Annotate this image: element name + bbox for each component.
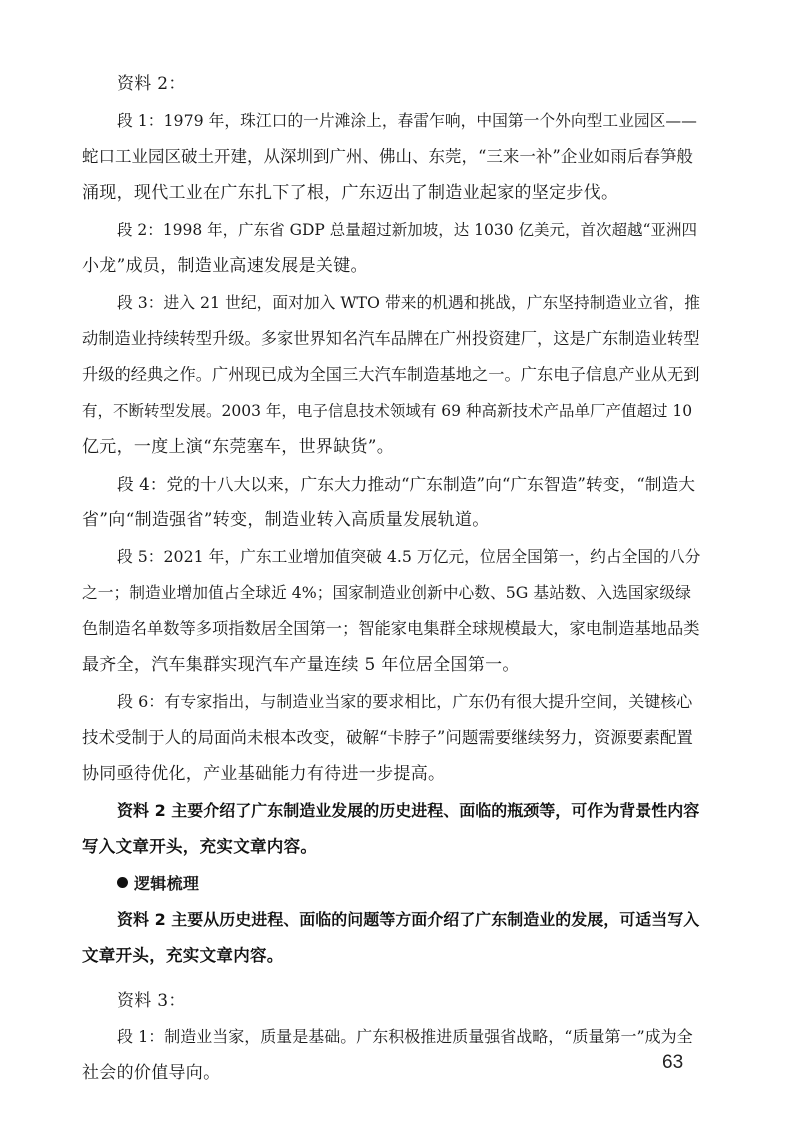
material-2-para-2-line-1: 段 2：1998 年，广东省 GDP 总量超过新加坡，达 1030 亿美元，首次超越“亚洲四	[117, 221, 697, 239]
material-2-para-1-line-1: 段 1：1979 年，珠江口的一片滩涂上，春雷乍响，中国第一个外向型工业园区——	[117, 111, 697, 130]
bullet-icon	[117, 877, 128, 888]
material-3-para-1-line-2: 社会的价值导向。	[82, 1063, 221, 1083]
page-number: 63	[662, 1052, 684, 1073]
material-2-para-6-line-3: 协同亟待优化，产业基础能力有待进一步提高。	[82, 764, 446, 784]
material-2-para-6-line-1: 段 6：有专家指出，与制造业当家的要求相比，广东仍有很大提升空间，关键核心	[117, 692, 693, 711]
material-2-summary-line-1: 资料 2 主要介绍了广东制造业发展的历史进程、面临的瓶颈等，可作为背景性内容	[117, 801, 700, 820]
material-2-para-1-line-2: 蛇口工业园区破土开建，从深圳到广州、佛山、东莞，“三来一补”企业如雨后春笋般	[82, 147, 693, 166]
material-2-para-5-line-4: 最齐全，汽车集群实现汽车产量连续 5 年位居全国第一。	[82, 655, 520, 675]
material-2-para-3-line-1: 段 3：进入 21 世纪，面对加入 WTO 带来的机遇和挑战，广东坚持制造业立省，推	[117, 293, 700, 312]
logic-section-heading	[117, 873, 199, 895]
logic-section-line-1: 资料 2 主要从历史进程、面临的问题等方面介绍了广东制造业的发展，可适当写入	[117, 910, 700, 929]
logic-section-heading-text: 逻辑梳理	[134, 874, 200, 893]
material-2-para-3-line-4: 有，不断转型发展。2003 年，电子信息技术领域有 69 种高新技术产品单厂产值超过 10	[82, 402, 693, 420]
material-2-para-4-line-2: 省”向“制造强省”转变，制造业转入高质量发展轨道。	[82, 510, 490, 530]
material-2-para-5-line-3: 色制造名单数等多项指数居全国第一；智能家电集群全球规模最大，家电制造基地品类	[82, 619, 700, 638]
material-2-para-2-line-2: 小龙”成员，制造业高速发展是关键。	[82, 256, 368, 276]
material-2-label: 资料 2：	[117, 74, 186, 94]
material-2-para-4-line-1: 段 4：党的十八大以来，广东大力推动“广东制造”向“广东智造”转变，“制造大	[117, 474, 696, 494]
material-2-para-3-line-2: 动制造业持续转型升级。多家世界知名汽车品牌在广州投资建厂，这是广东制造业转型	[82, 329, 700, 348]
material-2-summary-line-2: 写入文章开头，充实文章内容。	[82, 837, 318, 856]
logic-section-line-2: 文章开头，充实文章内容。	[82, 946, 284, 965]
material-3-label: 资料 3：	[117, 991, 186, 1011]
material-2-para-3-line-3: 升级的经典之作。广州现已成为全国三大汽车制造基地之一。广东电子信息产业从无到	[82, 365, 700, 384]
material-2-para-5-line-2: 之一；制造业增加值占全球近 4%；国家制造业创新中心数、5G 基站数、入选国家级绿	[82, 583, 691, 602]
material-3-para-1-line-1: 段 1：制造业当家，质量是基础。广东积极推进质量强省战略，“质量第一”成为全	[117, 1027, 693, 1046]
material-2-para-1-line-3: 涌现，现代工业在广东扎下了根，广东迈出了制造业起家的坚定步伐。	[82, 183, 619, 203]
material-2-para-5-line-1: 段 5：2021 年，广东工业增加值突破 4.5 万亿元，位居全国第一，约占全国的八分	[117, 547, 701, 566]
material-2-para-3-line-5: 亿元，一度上演“东莞塞车，世界缺货”。	[82, 437, 395, 457]
material-2-para-6-line-2: 技术受制于人的局面尚未根本改变，破解“卡脖子”问题需要继续努力，资源要素配置	[82, 728, 693, 747]
